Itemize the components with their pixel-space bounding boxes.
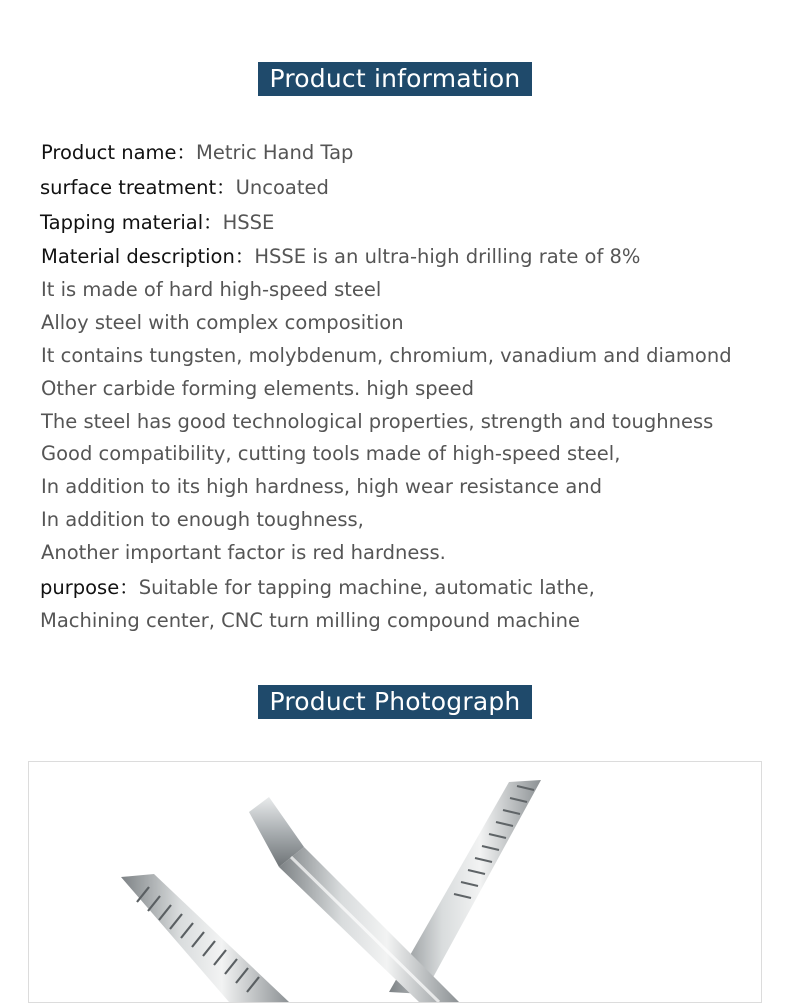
spec-value: HSSE is an ultra-high drilling rate of 8% (254, 245, 641, 268)
spec-value: Metric Hand Tap (196, 141, 354, 164)
product-photograph-heading (0, 685, 790, 719)
purpose-continuation: Machining center, CNC turn milling compound machine (40, 609, 581, 632)
purpose-value: Suitable for tapping machine, automatic lathe, (138, 576, 595, 599)
product-information-title: Product information (258, 62, 533, 96)
spec-tapping-material (40, 211, 274, 235)
product-photo (28, 761, 762, 1003)
description-line: It contains tungsten, molybdenum, chromium, vanadium and diamond (41, 344, 732, 367)
spec-purpose (40, 576, 595, 600)
spec-product-name (41, 141, 353, 165)
spec-label: surface treatment： (40, 176, 236, 199)
description-line: In addition to its high hardness, high wear resistance and (41, 475, 603, 498)
tap-left (121, 874, 289, 1002)
tap-middle (249, 797, 459, 1002)
description-line: Another important factor is red hardness. (41, 541, 446, 564)
spec-label: Product name： (41, 141, 197, 164)
purpose-label: purpose： (40, 576, 139, 599)
product-information-heading (0, 62, 790, 96)
spec-value: HSSE (222, 211, 275, 234)
description-line: In addition to enough toughness, (41, 508, 364, 531)
spec-value: Uncoated (235, 176, 329, 199)
description-line: Other carbide forming elements. high speed (41, 377, 475, 400)
description-line: It is made of hard high-speed steel (41, 278, 382, 301)
description-line: Alloy steel with complex composition (41, 311, 404, 334)
spec-material-description (41, 245, 640, 269)
description-line: Good compatibility, cutting tools made of high-speed steel, (41, 442, 621, 465)
product-photograph-title: Product Photograph (258, 685, 533, 719)
description-line: The steel has good technological properties, strength and toughness (41, 410, 714, 433)
spec-surface-treatment (40, 176, 329, 200)
hand-tap-illustration (29, 762, 761, 1002)
spec-label: Material description： (41, 245, 255, 268)
spec-label: Tapping material： (40, 211, 223, 234)
